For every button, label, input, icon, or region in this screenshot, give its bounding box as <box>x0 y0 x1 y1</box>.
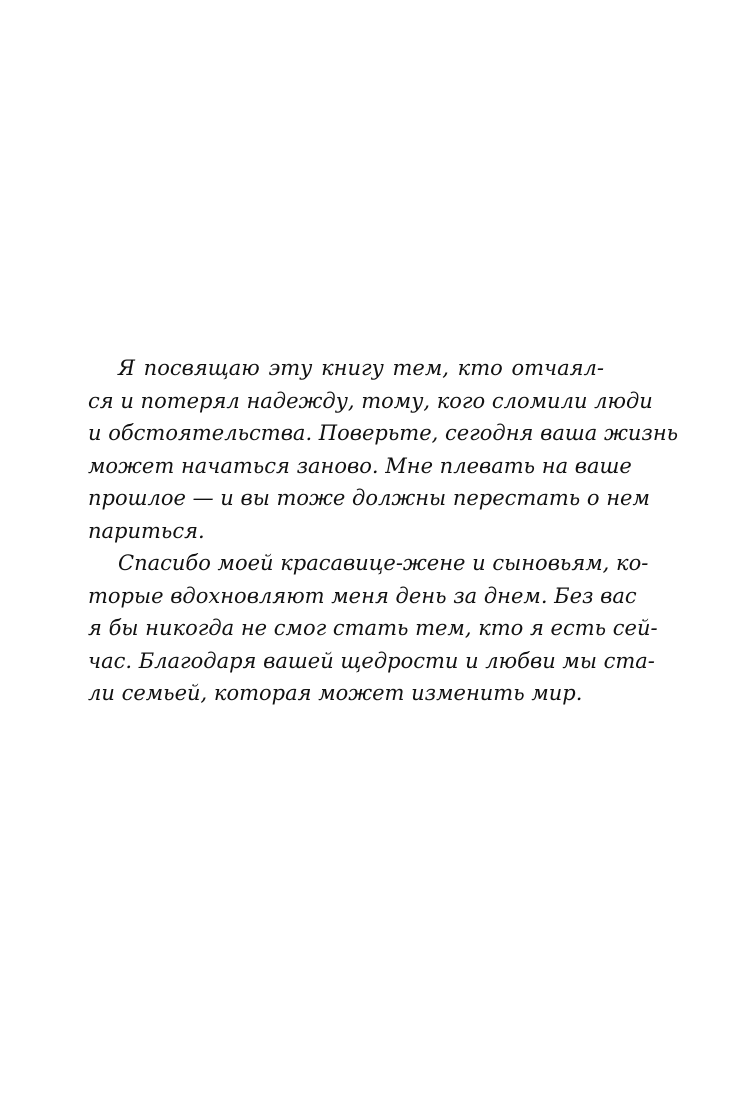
dedication-paragraph-1 <box>88 352 679 547</box>
text-line: я бы никогда не смог стать тем, кто я есть сей- <box>88 616 658 640</box>
dedication-paragraph-2 <box>88 547 658 710</box>
text-line: ся и потерял надежду, тому, кого сломили люди <box>88 388 653 413</box>
text-line: торые вдохновляют меня день за днем. Без вас <box>88 583 637 608</box>
text-line: час. Благодаря вашей щедрости и любви мы ста- <box>88 648 655 673</box>
text-line: может начаться заново. Мне плевать на ваше <box>88 453 632 478</box>
dedication-text <box>88 352 679 710</box>
text-line: Спасибо моей красавице-жене и сыновьям, ко- <box>118 551 649 575</box>
text-line: прошлое — и вы тоже должны перестать о нем <box>88 486 650 510</box>
text-line: ли семьей, которая может изменить мир. <box>88 681 583 705</box>
text-line: Я посвящаю эту книгу тем, кто отчаял- <box>118 356 604 380</box>
text-line: париться. <box>88 518 205 543</box>
text-line: и обстоятельства. Поверьте, сегодня ваша жизнь <box>88 421 679 445</box>
